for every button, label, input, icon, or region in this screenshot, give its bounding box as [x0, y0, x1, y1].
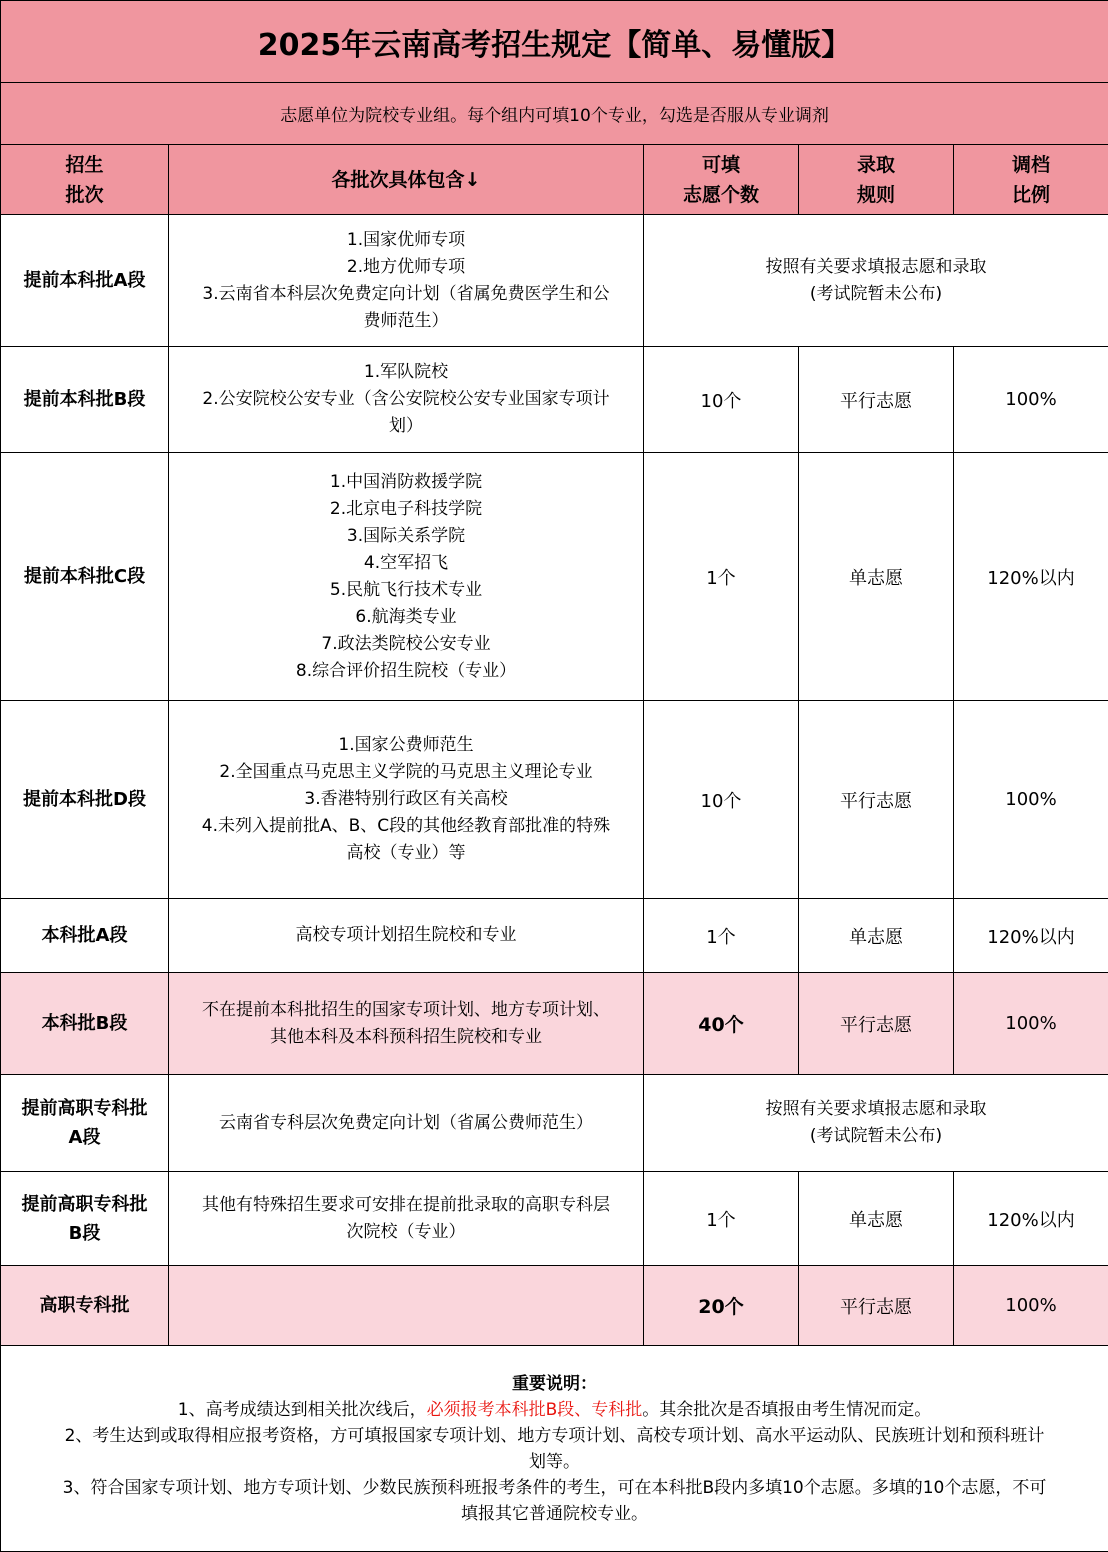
transfer-ratio: 100%: [954, 701, 1108, 899]
batch-name: 高职专科批: [1, 1266, 169, 1346]
choice-count: 10个: [644, 347, 799, 453]
batch-content-empty: [169, 1266, 644, 1346]
choice-count: 1个: [644, 453, 799, 701]
note-3: 3、符合国家专项计划、地方专项计划、少数民族预科班报考条件的考生，可在本科批B段内多填10个志愿。多填的10个志愿，不可 填报其它普通院校专业。: [5, 1475, 1104, 1527]
merged-rule-note: 按照有关要求填报志愿和录取 (考试院暂未公布): [644, 1075, 1108, 1172]
header-count: 可填 志愿个数: [644, 145, 799, 215]
batch-name: 提前高职专科批 B段: [1, 1172, 169, 1266]
table-row-highlighted: [1, 1266, 1108, 1346]
batch-name: 本科批B段: [1, 973, 169, 1075]
transfer-ratio: 100%: [954, 973, 1108, 1075]
note-1: 1、高考成绩达到相关批次线后，必须报考本科批B段、专科批。其余批次是否填报由考生情况而定。: [5, 1397, 1104, 1423]
notes-heading: 重要说明：: [5, 1371, 1104, 1397]
table-row: [1, 453, 1108, 701]
transfer-ratio: 100%: [954, 1266, 1108, 1346]
transfer-ratio: 120%以内: [954, 899, 1108, 973]
admission-rule: 单志愿: [799, 899, 954, 973]
transfer-ratio: 100%: [954, 347, 1108, 453]
admission-rule: 平行志愿: [799, 973, 954, 1075]
table-row: [1, 701, 1108, 899]
admission-rule: 平行志愿: [799, 347, 954, 453]
batch-name: 提前本科批C段: [1, 453, 169, 701]
table-row: [1, 1075, 1108, 1172]
admission-rule: 平行志愿: [799, 1266, 954, 1346]
batch-name: 提前本科批A段: [1, 215, 169, 347]
choice-count: 40个: [644, 973, 799, 1075]
choice-count: 1个: [644, 899, 799, 973]
batch-name: 提前高职专科批 A段: [1, 1075, 169, 1172]
subtitle: 志愿单位为院校专业组。每个组内可填10个专业，勾选是否服从专业调剂: [1, 83, 1108, 145]
header-batch: 招生 批次: [1, 145, 169, 215]
admission-rule: 单志愿: [799, 1172, 954, 1266]
table-row: [1, 215, 1108, 347]
batch-name: 本科批A段: [1, 899, 169, 973]
batch-content: 云南省专科层次免费定向计划（省属公费师范生）: [169, 1075, 644, 1172]
header-rule: 录取 规则: [799, 145, 954, 215]
batch-content: 1.国家公费师范生 2.全国重点马克思主义学院的马克思主义理论专业 3.香港特别行政区有关高校 4.未列入提前批A、B、C段的其他经教育部批准的特殊 高校（专业）等: [169, 701, 644, 899]
important-notes: [1, 1346, 1108, 1552]
batch-name: 提前本科批B段: [1, 347, 169, 453]
choice-count: 20个: [644, 1266, 799, 1346]
batch-content: 1.国家优师专项 2.地方优师专项 3.云南省本科层次免费定向计划（省属免费医学生和公 费师范生）: [169, 215, 644, 347]
header-row: [1, 145, 1108, 215]
header-ratio: 调档 比例: [954, 145, 1108, 215]
admission-rule: 单志愿: [799, 453, 954, 701]
table-row: [1, 899, 1108, 973]
table-row: [1, 347, 1108, 453]
transfer-ratio: 120%以内: [954, 453, 1108, 701]
batch-content: 其他有特殊招生要求可安排在提前批录取的高职专科层 次院校（专业）: [169, 1172, 644, 1266]
batch-content: 1.军队院校 2.公安院校公安专业（含公安院校公安专业国家专项计 划）: [169, 347, 644, 453]
note-2: 2、考生达到或取得相应报考资格，方可填报国家专项计划、地方专项计划、高校专项计划、高水平运动队、民族班计划和预科班计 划等。: [5, 1423, 1104, 1475]
batch-content: 高校专项计划招生院校和专业: [169, 899, 644, 973]
batch-content: 不在提前本科批招生的国家专项计划、地方专项计划、 其他本科及本科预科招生院校和专业: [169, 973, 644, 1075]
admission-rule: 平行志愿: [799, 701, 954, 899]
batch-name: 提前本科批D段: [1, 701, 169, 899]
table-row: [1, 1172, 1108, 1266]
header-content: 各批次具体包含↓: [169, 145, 644, 215]
note-1-emphasis: 必须报考本科批B段、专科批: [427, 1400, 643, 1420]
table-row-highlighted: [1, 973, 1108, 1075]
transfer-ratio: 120%以内: [954, 1172, 1108, 1266]
batch-content: 1.中国消防救援学院 2.北京电子科技学院 3.国际关系学院 4.空军招飞 5.民航飞行技术专业 6.航海类专业 7.政法类院校公安专业 8.综合评价招生院校（专业）: [169, 453, 644, 701]
merged-rule-note: 按照有关要求填报志愿和录取 (考试院暂未公布): [644, 215, 1108, 347]
choice-count: 1个: [644, 1172, 799, 1266]
choice-count: 10个: [644, 701, 799, 899]
page-title: 2025年云南高考招生规定【简单、易懂版】: [1, 1, 1108, 83]
